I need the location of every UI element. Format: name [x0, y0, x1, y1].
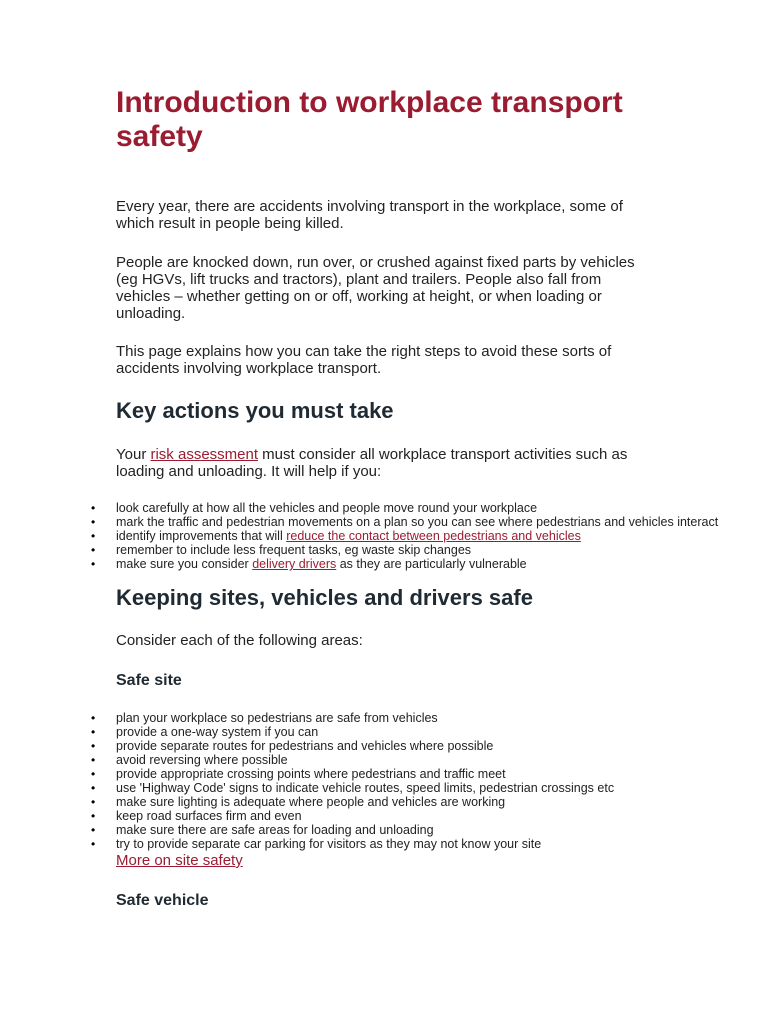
list-item	[116, 529, 768, 543]
list-item	[116, 557, 768, 571]
intro-paragraph-1: Every year, there are accidents involving transport in the workplace, some of which result in people being killed.	[116, 198, 623, 232]
risk-assessment-link[interactable]: risk assessment	[150, 446, 259, 463]
list-item: • provide separate routes for pedestrians and vehicles where possible	[116, 739, 768, 753]
list-item: • keep road surfaces firm and even	[116, 809, 768, 823]
list-item: • make sure lighting is adequate where people and vehicles are working	[116, 795, 768, 809]
delivery-drivers-link[interactable]: delivery drivers	[252, 557, 337, 571]
intro-paragraph-2: People are knocked down, run over, or crushed against fixed parts by vehicles (eg HGVs, lift trucks and tractors), plant and trailers. People also fall from vehicles – whether getting on or off, working at height, or when loading or unloading.	[116, 254, 635, 322]
list-item-text: as they are particularly vulnerable	[336, 557, 527, 571]
list-item-text: make sure you consider	[116, 557, 253, 571]
list-item: • avoid reversing where possible	[116, 753, 768, 767]
intro-paragraph-3: This page explains how you can take the right steps to avoid these sorts of accidents involving workplace transport.	[116, 343, 612, 377]
list-item: • provide a one-way system if you can	[116, 725, 768, 739]
key-actions-lead	[116, 446, 656, 480]
key-actions-heading: Key actions you must take	[116, 398, 394, 423]
list-item: • remember to include less frequent tasks, eg waste skip changes	[116, 543, 768, 557]
list-item: • make sure there are safe areas for loading and unloading	[116, 823, 768, 837]
list-item: • plan your workplace so pedestrians are safe from vehicles	[116, 711, 768, 725]
safe-site-list	[0, 711, 768, 851]
list-item: • look carefully at how all the vehicles and people move round your workplace	[116, 501, 768, 515]
list-item: • mark the traffic and pedestrian movements on a plan so you can see where pedestrians and vehicles interact	[116, 515, 768, 529]
keeping-safe-heading: Keeping sites, vehicles and drivers safe	[116, 585, 533, 610]
key-actions-list	[0, 501, 768, 571]
list-item: • provide appropriate crossing points where pedestrians and traffic meet	[116, 767, 768, 781]
reduce-contact-link[interactable]: reduce the contact between pedestrians and vehicles	[286, 529, 581, 543]
list-item-text: identify improvements that will	[116, 529, 287, 543]
safe-site-heading: Safe site	[116, 672, 182, 689]
safe-vehicle-heading: Safe vehicle	[116, 892, 209, 909]
keeping-safe-lead: Consider each of the following areas:	[116, 632, 363, 649]
list-item: • use 'Highway Code' signs to indicate vehicle routes, speed limits, pedestrian crossings etc	[116, 781, 768, 795]
page-title: Introduction to workplace transport safety	[116, 86, 623, 153]
lead-text-before: Your	[116, 446, 151, 463]
list-item: • try to provide separate car parking for visitors as they may not know your site	[116, 837, 768, 851]
more-on-site-safety-link[interactable]: More on site safety	[116, 852, 243, 869]
lead-text-after: must consider all workplace transport activities such as loading and unloading. It will help if you:	[116, 446, 628, 480]
